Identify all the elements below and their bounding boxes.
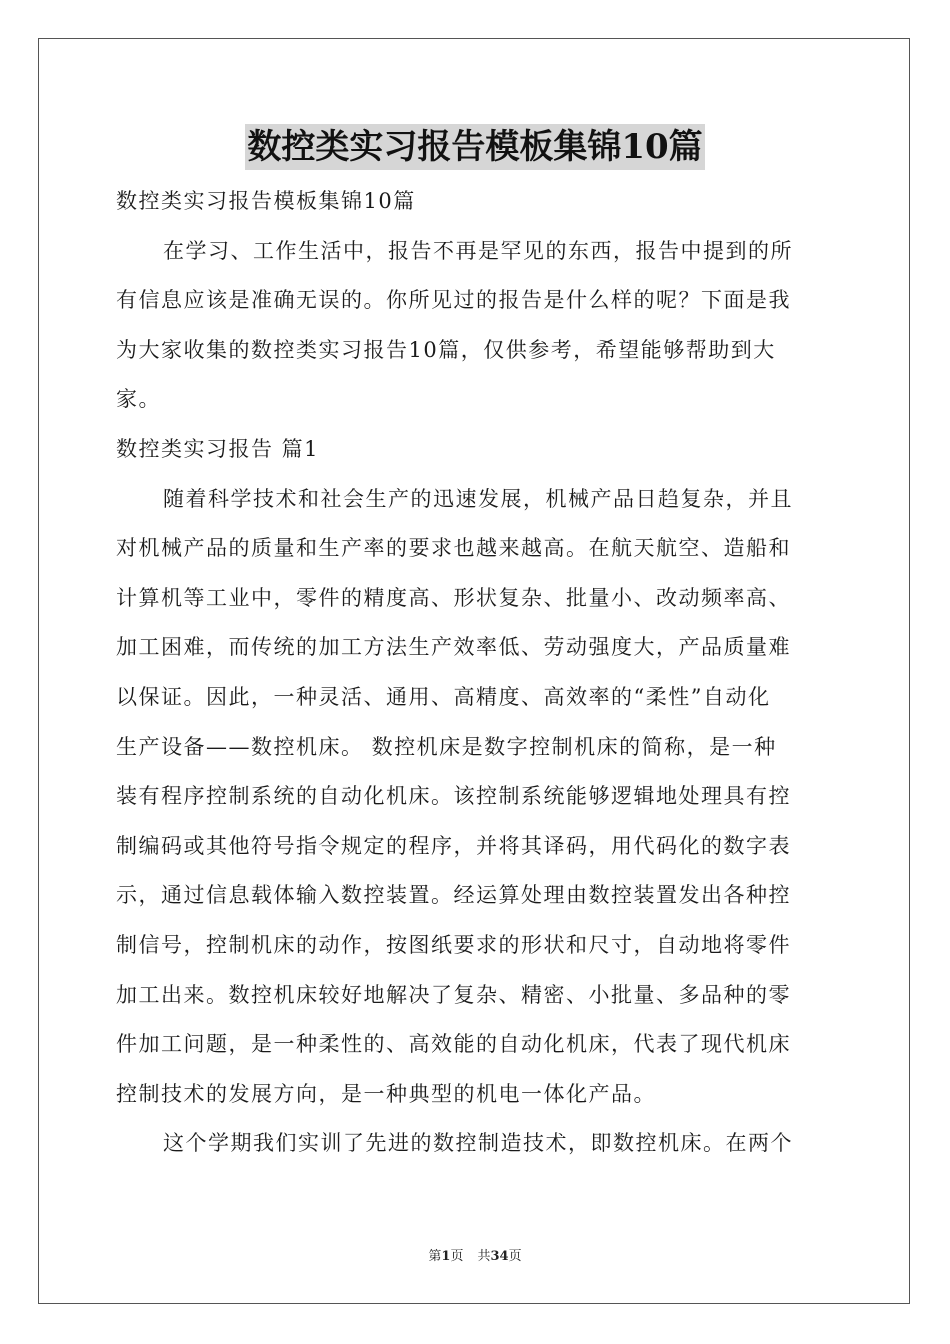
title-wrap [0,124,950,170]
body-line: 制信号，控制机床的动作，按图纸要求的形状和尺寸，自动地将零件 [116,932,791,957]
body-line: 计算机等工业中，零件的精度高、形状复杂、批量小、改动频率高、 [116,585,791,610]
body-line: 装有程序控制系统的自动化机床。该控制系统能够逻辑地处理具有控 [116,784,791,809]
body-line: 件加工问题，是一种柔性的、高效能的自动化机床，代表了现代机床 [116,1032,791,1057]
page-number: 1 [441,1249,451,1264]
body-line: 对机械产品的质量和生产率的要求也越来越高。在航天航空、造船和 [116,536,791,561]
page-suffix: 页 [450,1249,464,1264]
intro-line: 为大家收集的数控类实习报告10篇，仅供参考，希望能够帮助到大 [116,337,776,362]
body-line: 加工困难，而传统的加工方法生产效率低、劳动强度大，产品质量难 [116,635,791,660]
body-line-last: 这个学期我们实训了先进的数控制造技术，即数控机床。在两个 [163,1131,793,1156]
body-line: 制编码或其他符号指令规定的程序，并将其译码，用代码化的数字表 [116,833,791,858]
body-line: 随着科学技术和社会生产的迅速发展，机械产品日趋复杂，并且 [163,486,793,511]
intro-line: 家。 [116,387,161,412]
body-line: 示，通过信息载体输入数控装置。经运算处理由数控装置发出各种控 [116,883,791,908]
body-line: 生产设备——数控机床。 数控机床是数字控制机床的简称，是一种 [116,734,777,759]
total-pages: 34 [490,1249,509,1264]
document-subtitle: 数控类实习报告模板集锦10篇 [116,189,416,213]
body-line: 加工出来。数控机床较好地解决了复杂、精密、小批量、多品种的零 [116,982,791,1007]
section-heading: 数控类实习报告 篇1 [116,436,320,461]
document-title: 数控类实习报告模板集锦10篇 [245,124,704,170]
intro-line: 有信息应该是准确无误的。你所见过的报告是什么样的呢？下面是我 [116,288,791,313]
document-body [116,177,836,1169]
page-prefix: 第 [428,1249,442,1264]
intro-line: 在学习、工作生活中，报告不再是罕见的东西，报告中提到的所 [163,238,793,263]
total-suffix: 页 [508,1249,522,1264]
body-line: 控制技术的发展方向，是一种典型的机电一体化产品。 [116,1081,656,1106]
body-line: 以保证。因此，一种灵活、通用、高精度、高效率的“柔性”自动化 [116,684,771,709]
page-footer [0,1245,950,1264]
total-prefix: 共 [477,1249,491,1264]
